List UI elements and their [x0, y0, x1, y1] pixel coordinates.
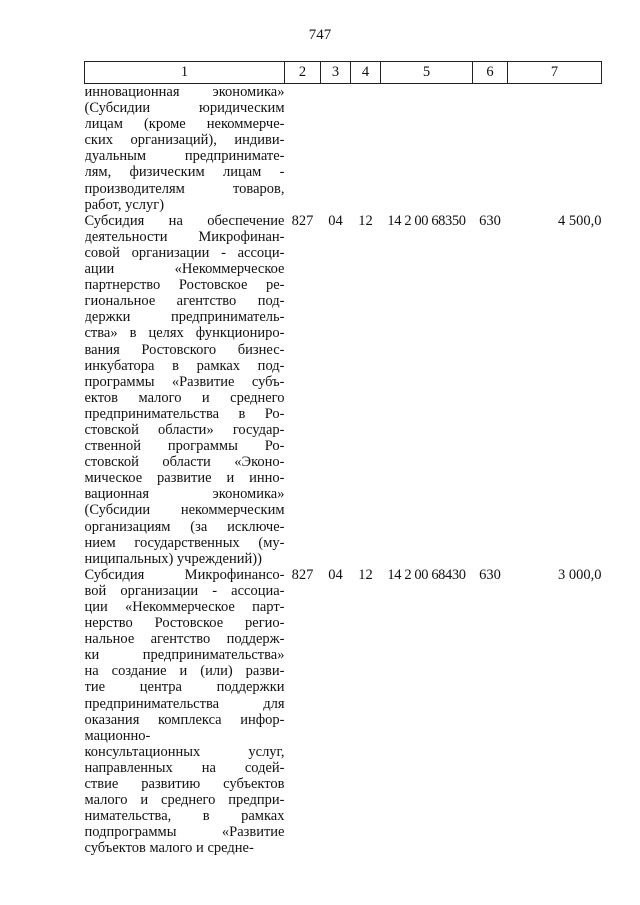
section-code: 04 — [328, 212, 343, 229]
table-row — [85, 213, 602, 567]
column-header: 6 — [473, 62, 508, 84]
amount — [508, 84, 602, 213]
column-header: 4 — [351, 62, 381, 84]
column-header: 3 — [321, 62, 351, 84]
description-line: мическое развитие и инно- — [84, 470, 285, 487]
description-line: ских организаций), индиви- — [84, 132, 285, 149]
description-line: Субсидия Микрофинансо- — [84, 566, 285, 583]
section-code — [321, 84, 351, 213]
description-line: на создание и (или) разви- — [84, 663, 285, 680]
description-line: мационно- — [84, 727, 151, 744]
description-line: организациям (за исключе- — [84, 518, 285, 535]
description-line: ки предпринимательства» — [84, 647, 285, 664]
description-line: вания Ростовского бизнес- — [84, 341, 285, 358]
description-line: ства» в целях функциониро- — [84, 325, 285, 342]
table-row — [85, 84, 602, 213]
description-line: ниципальных) учреждений)) — [84, 550, 262, 567]
expense-type-code — [473, 84, 508, 213]
target-article-code: 14 2 00 68350 — [387, 212, 466, 229]
description-line: ствие развитию субъектов — [84, 776, 285, 793]
column-header: 7 — [508, 62, 602, 84]
description-line: тие центра поддержки — [84, 679, 285, 696]
budget-table — [84, 61, 602, 857]
description-line: нерство Ростовское регио- — [84, 615, 285, 632]
description-line: деятельности Микрофинан- — [84, 228, 285, 245]
description-line: держки предприниматель- — [84, 309, 285, 326]
description-line: совой организации - ассоци- — [84, 244, 285, 261]
row-description — [85, 84, 285, 213]
row-description — [85, 213, 285, 567]
description-line: дуальным предпринимате- — [84, 148, 285, 165]
description-line: стовской области «Эконо- — [84, 454, 285, 471]
description-line: ции «Некоммерческое парт- — [84, 599, 285, 615]
ministry-code: 827 — [291, 566, 314, 583]
column-header: 5 — [381, 62, 473, 84]
column-header: 1 — [85, 62, 285, 84]
description-line: Субсидия на обеспечение — [84, 212, 285, 229]
description-line: нимательства, в рамках — [84, 808, 285, 825]
description-line: предпринимательства в Ро- — [84, 405, 285, 422]
description-line: нием государственных (му- — [84, 534, 285, 551]
description-line: лицам (кроме некоммерче- — [84, 116, 285, 133]
description-line: вой организации - ассоциа- — [84, 582, 285, 599]
ministry-code — [285, 84, 321, 213]
description-line: вационная экономика» — [84, 486, 285, 503]
subsection-code: 12 — [358, 212, 373, 229]
section-code: 04 — [328, 566, 343, 583]
description-line: производителям товаров, — [84, 180, 285, 197]
description-line: стовской области» государ- — [84, 421, 285, 438]
description-line: (Субсидии юридическим — [84, 100, 285, 117]
column-header: 2 — [285, 62, 321, 84]
amount: 3 000,0 — [558, 566, 602, 583]
description-line: оказания комплекса инфор- — [84, 711, 285, 728]
subsection-code: 12 — [358, 566, 373, 583]
amount: 4 500,0 — [558, 212, 602, 229]
description-line: консультационных услуг, — [84, 743, 285, 760]
description-line: инновационная экономика» — [84, 84, 285, 100]
description-line: предпринимательства для — [84, 695, 285, 712]
description-line: ственной программы Ро- — [84, 438, 285, 455]
description-line: нальное агентство поддерж- — [84, 631, 285, 648]
description-line: партнерство Ростовское ре- — [84, 277, 285, 294]
target-article-code: 14 2 00 68430 — [387, 566, 466, 583]
description-line: работ, услуг) — [84, 196, 165, 213]
page-number: 747 — [308, 27, 332, 43]
description-line: программы «Развитие субъ- — [84, 373, 285, 390]
expense-type-code: 630 — [479, 212, 501, 229]
table-row — [85, 567, 602, 857]
description-line: (Субсидии некоммерческим — [84, 502, 285, 519]
expense-type-code: 630 — [479, 566, 501, 583]
subsection-code — [351, 84, 381, 213]
ministry-code: 827 — [291, 212, 314, 229]
description-line: инкубатора в рамках под- — [84, 357, 285, 374]
description-line: направленных на содей- — [84, 759, 285, 776]
description-line: малого и среднего предпри- — [84, 792, 285, 809]
description-line: ации «Некоммерческое — [84, 261, 285, 278]
description-line: лям, физическим лицам - — [84, 164, 285, 181]
row-description — [85, 567, 285, 857]
description-line: субъектов малого и средне- — [84, 840, 254, 857]
description-line: ектов малого и среднего — [84, 389, 285, 406]
description-line: гиональное агентство под- — [84, 293, 285, 310]
header-row — [85, 62, 602, 84]
target-article-code — [381, 84, 473, 213]
description-line: подпрограммы «Развитие — [84, 824, 285, 841]
